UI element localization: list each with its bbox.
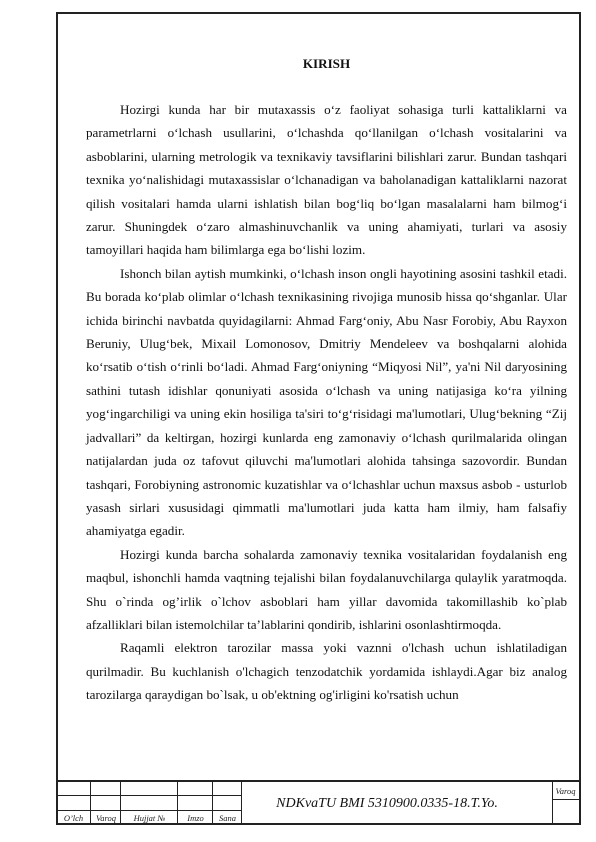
- sheet-label: Varoq: [555, 786, 576, 796]
- stamp-row-line-2: [56, 810, 242, 811]
- document-code: NDKvaTU BMI 5310900.0335-18.T.Yo.: [276, 796, 498, 811]
- paragraph-4: Raqamli elektron tarozilar massa yoki vaznni o'lchash uchun ishlatiladigan qurilmadir. Bu kuchlanish o'lchagich tenzodatchik yordamida ishlaydi.Agar biz analog tarozilarga qaraydigan bo`lsak, u ob'ektning og'irligini ko'rsatish uchun: [86, 640, 567, 703]
- document-body: [86, 52, 567, 707]
- paragraph-2: Ishonch bilan aytish mumkinki, o‘lchash inson ongli hayotining asosini tashkil etadi. Bu borada ko‘plab olimlar o‘lchash texnikasining rivojiga munosib hissa qo‘shganlar. Ular ichida birinchi navbatda quyidagilarni: Ahmad Farg‘oniy, Abu Nasr Forobiy, Abu Rayxon Beruniy, Ulug‘bek, Mixail Lomonosov, Dmitriy Mendeleev va boshqalarni alohida ko‘rsatib o‘tish o‘rinli bo‘ladi. Ahmad Farg‘oniyning “Miqyosi Nil”, ya'ni Nil daryosining sathini tutash idishlar qonuniyati asosida o‘lchash va uning natijasiga ko‘ra yilning yog‘ingarchiligi va uning ekin hosiliga ta'siri to‘g‘risidagi ma'lumotlari, Ulug‘bekning “Zij jadvallari” da keltirgan, hozirgi kunlarda eng zamonaviy o‘lchash qurilmalarida olingan natijalardan juda oz tafovut qiluvchi ma'lumotlari alohida tahsinga sazovordir. Bundan tashqari, Forobiyning astronomic kuzatishlar va o‘lchashlar uchun maxsus asbob - usturlob yasash sirlari xususidagi qimmatli ma'lumotlari juda katta ham ilmiy, ham falsafiy ahamiyatga egadir.: [86, 265, 567, 539]
- stamp-label-sana: Sana: [219, 813, 236, 823]
- title-block: [56, 780, 581, 825]
- stamp-label-hujjat: Hujjat №: [133, 813, 166, 823]
- sheet-box-line: [552, 799, 579, 800]
- stamp-row-line-1: [56, 795, 242, 796]
- paragraph-3: Hozirgi kunda barcha sohalarda zamonaviy texnika vositalaridan foydalanish eng maqbul, ishonchli hamda vaqtning tejalishi bilan foydalanuvchilarga qulaylik yaratmoqda. Shu o`rinda og’irlik o`lchov asboblari ham yillar davomida takomillashib ko`plab afzalliklari bilan istemolchilar ta’lablarini qondirib, ishlarini osonlashtirmoqda.: [86, 546, 567, 632]
- stamp-label-varoq: Varoq: [96, 813, 116, 823]
- paragraph-1: Hozirgi kunda har bir mutaxassis o‘z faoliyat sohasiga turli kattaliklarni va parametrlarni o‘lchash usullarini, o‘lchashda qo‘llanilgan o‘lchash vositalarini va asboblarini, ularning metrologik va texnikaviy tavsiflarini bilishlari zarur. Bundan tashqari texnika yo‘nalishidagi mutaxassislar o‘lchanadigan va baholanadigan kattaliklarni nazorat qilish vositalari hamda ularni ishlatish bilan bog‘liq bo‘lgan masalalarni ham bilmog‘i zarur. Shuningdek o‘zaro almashinuvchanlik va uning ahamiyati, turlari va asosiy tamoyillari haqida ham bilimlarga ega bo‘lishi lozim.: [86, 102, 567, 258]
- stamp-label-olch: O’lch: [63, 813, 84, 823]
- page-title: KIRISH: [302, 56, 351, 71]
- stamp-label-imzo: Imzo: [187, 813, 204, 823]
